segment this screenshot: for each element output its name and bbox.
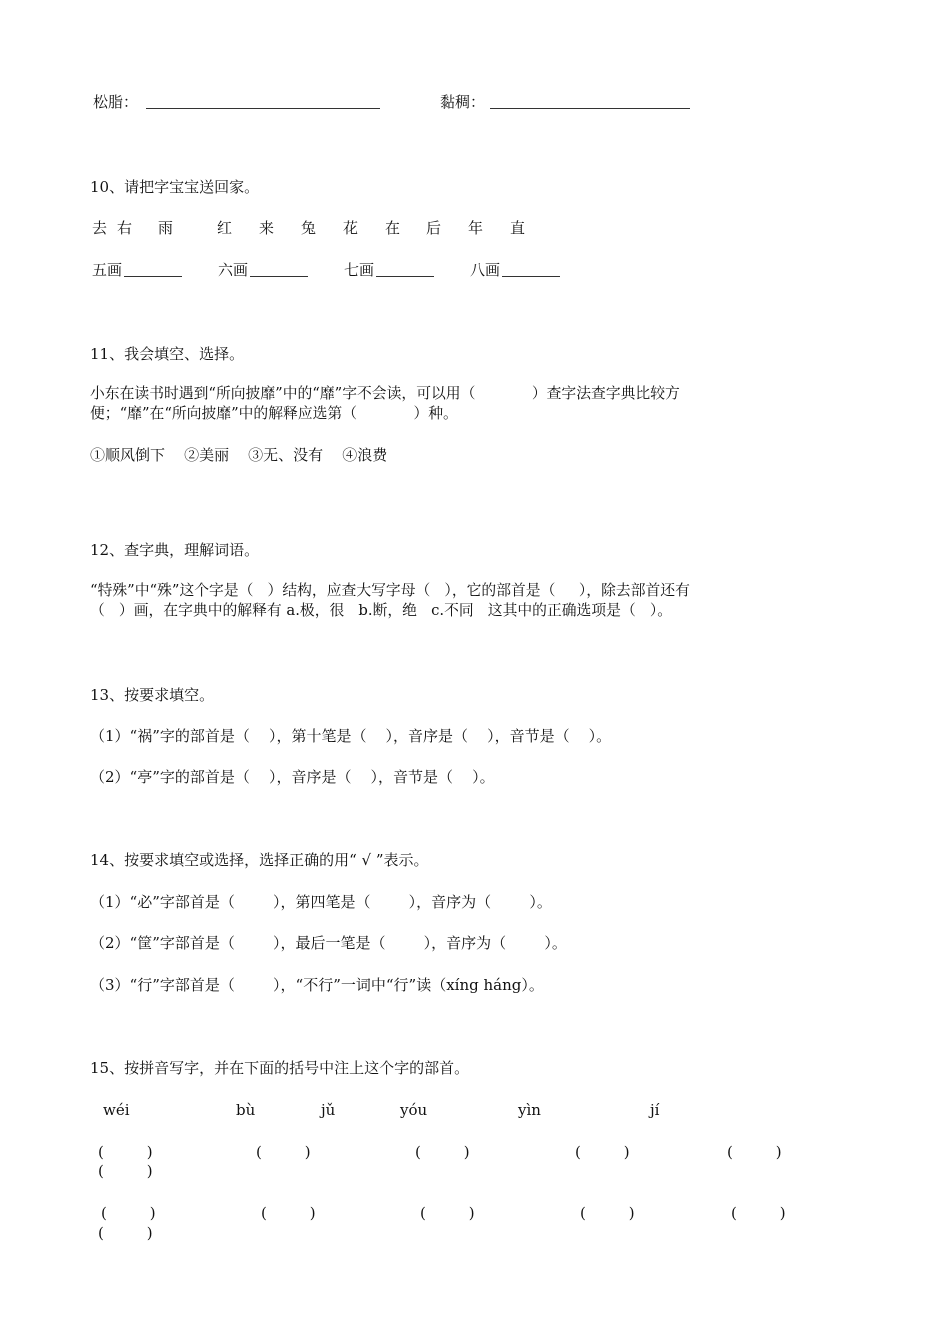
q15-paren[interactable]: ( ): [98, 1224, 153, 1242]
q10-char: 直: [510, 219, 526, 237]
q15-paren[interactable]: ( ): [101, 1204, 156, 1222]
q14-title: 14、按要求填空或选择，选择正确的用“ √ ”表示。: [90, 851, 429, 869]
q15-paren[interactable]: ( ): [256, 1143, 311, 1161]
q13-title: 13、按要求填空。: [90, 686, 215, 704]
q10-char: 花: [343, 219, 359, 237]
q10-stroke-blank[interactable]: [250, 262, 308, 277]
q10-stroke-label: 七画: [344, 261, 375, 279]
q11-title: 11、我会填空、选择。: [90, 345, 245, 363]
q15-paren[interactable]: ( ): [420, 1204, 475, 1222]
q15-paren[interactable]: ( ): [575, 1143, 630, 1161]
q13-line2: （2）“亭”字的部首是（ ），音序是（ ），音节是（ ）。: [90, 768, 495, 786]
q10-char: 后: [426, 219, 442, 237]
q10-stroke-blank[interactable]: [124, 262, 182, 277]
songzhi-blank[interactable]: [146, 94, 380, 109]
q15-pinyin: bù: [236, 1101, 256, 1119]
q14-line2: （2）“筐”字部首是（ ），最后一笔是（ ），音序为（ ）。: [90, 934, 567, 952]
q12-line2: （ ）画，在字典中的解释有 a.极，很 b.断，绝 c.不同 这其中的正确选项是（ ）。: [90, 602, 673, 619]
q15-paren[interactable]: ( ): [98, 1143, 153, 1161]
nianchou-blank[interactable]: [490, 94, 690, 109]
q15-pinyin: yìn: [518, 1101, 541, 1119]
songzhi-label: 松脂：: [93, 93, 139, 111]
q10-stroke-label: 五画: [92, 261, 123, 279]
q12-line1: “特殊”中“殊”这个字是（ ）结构，应查大写字母（ ），它的部首是（ ），除去部首还有: [90, 582, 690, 599]
q10-char: 兔: [301, 219, 317, 237]
q11-line1: 小东在读书时遇到“所向披靡”中的“靡”字不会读，可以用（ ）查字法查字典比较方: [90, 385, 680, 402]
q15-pinyin: jí: [650, 1101, 660, 1119]
q10-char: 在: [385, 219, 401, 237]
nianchou-label: 黏稠：: [440, 93, 486, 111]
q15-pinyin: wéi: [103, 1101, 130, 1119]
q14-line3: （3）“行”字部首是（ ），“不行”一词中“行”读（xíng háng）。: [90, 976, 544, 994]
q15-paren[interactable]: ( ): [580, 1204, 635, 1222]
q11-options: ①顺风倒下 ②美丽 ③无、没有 ④浪费: [90, 446, 388, 464]
q10-char: 来: [259, 219, 275, 237]
q15-paren[interactable]: ( ): [415, 1143, 470, 1161]
q10-stroke-blank[interactable]: [376, 262, 434, 277]
q10-char: 年: [468, 219, 484, 237]
q10-char: 雨: [158, 219, 174, 237]
q15-pinyin: jǔ: [321, 1101, 336, 1119]
q15-paren[interactable]: ( ): [731, 1204, 786, 1222]
q10-char: 右: [117, 219, 133, 237]
q10-title: 10、请把字宝宝送回家。: [90, 178, 260, 196]
q12-title: 12、查字典，理解词语。: [90, 541, 260, 559]
q10-stroke-label: 八画: [470, 261, 501, 279]
q10-stroke-label: 六画: [218, 261, 249, 279]
q15-paren[interactable]: ( ): [727, 1143, 782, 1161]
q10-stroke-blank[interactable]: [502, 262, 560, 277]
q15-pinyin: yóu: [400, 1101, 428, 1119]
q15-paren[interactable]: ( ): [261, 1204, 316, 1222]
q11-line2: 便；“靡”在“所向披靡”中的解释应选第（ ）种。: [90, 405, 458, 422]
q13-line1: （1）“祸”字的部首是（ ），第十笔是（ ），音序是（ ），音节是（ ）。: [90, 727, 612, 745]
q15-paren[interactable]: ( ): [98, 1162, 153, 1180]
q10-char: 红: [217, 219, 233, 237]
q10-char: 去: [92, 219, 108, 237]
q14-line1: （1）“必”字部首是（ ），第四笔是（ ），音序为（ ）。: [90, 893, 552, 911]
q15-title: 15、按拼音写字，并在下面的括号中注上这个字的部首。: [90, 1059, 470, 1077]
